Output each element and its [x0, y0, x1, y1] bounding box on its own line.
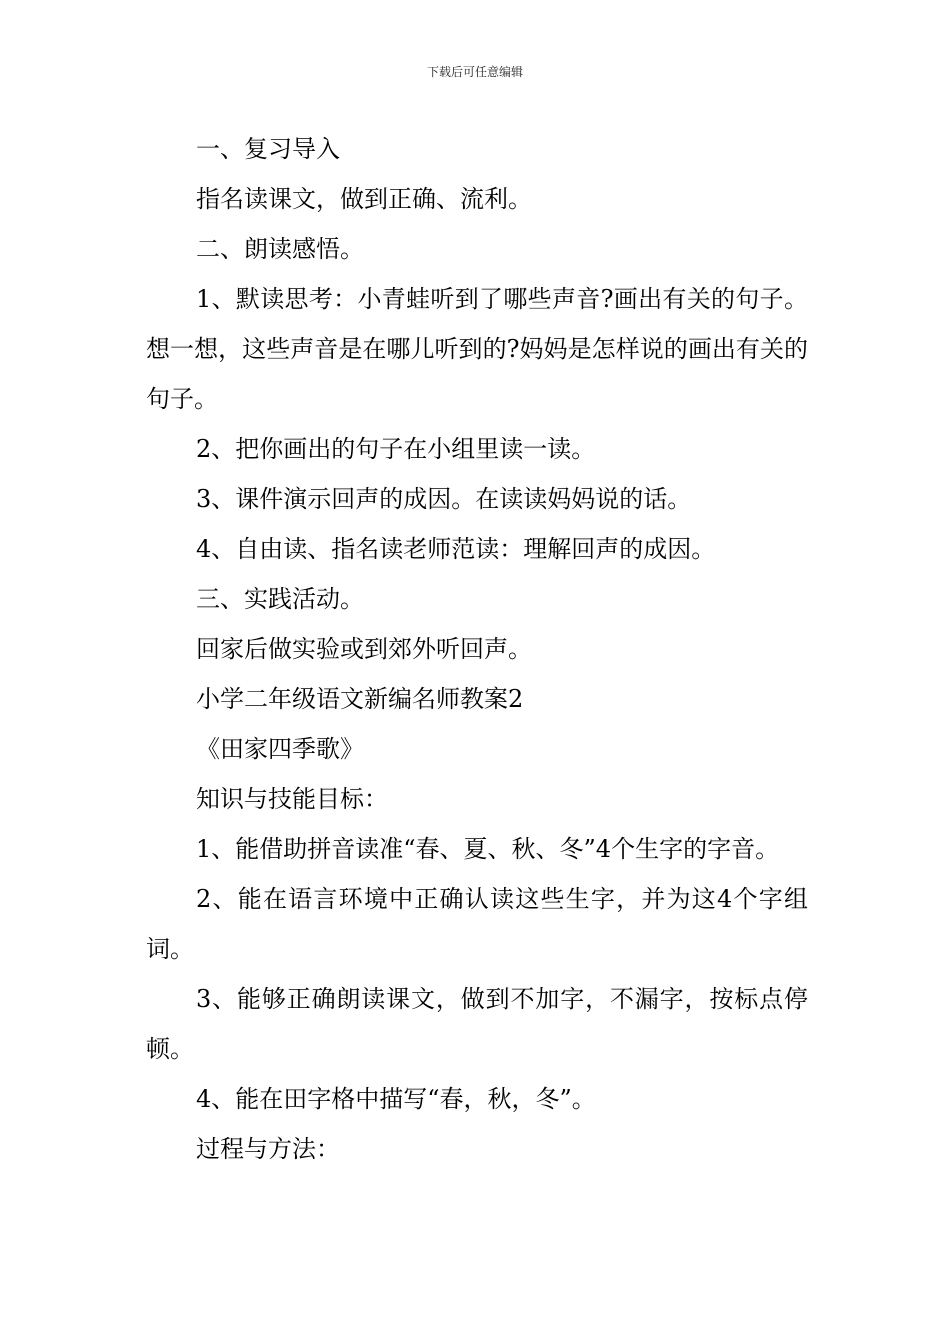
paragraph-item-1: 1、默读思考：小青蛙听到了哪些声音?画出有关的句子。想一想，这些声音是在哪儿听到的?妈妈是怎样说的画出有关的句子。 [146, 285, 808, 413]
paragraph-item-2: 2、把你画出的句子在小组里读一读。 [196, 435, 596, 463]
paragraph-item-4: 4、自由读、指名读老师范读：理解回声的成因。 [196, 535, 716, 563]
paragraph-section-three: 三、实践活动。 [196, 585, 364, 613]
paragraph-read-aloud: 指名读课文，做到正确、流利。 [196, 185, 532, 213]
lesson-title: 《田家四季歌》 [196, 735, 364, 763]
objectives-heading: 知识与技能目标： [196, 785, 388, 813]
paragraph-item-3: 3、课件演示回声的成因。在读读妈妈说的话。 [196, 485, 692, 513]
page-header: 下载后可任意编辑 [426, 65, 523, 79]
paragraph-section-two: 二、朗读感悟。 [196, 235, 364, 263]
objective-item-1: 1、能借助拼音读准“春、夏、秋、冬”4个生字的字音。 [196, 835, 780, 863]
document-body [146, 124, 808, 1174]
lesson-plan-title: 小学二年级语文新编名师教案2 [196, 685, 524, 713]
paragraph-review-intro: 一、复习导入 [196, 135, 340, 163]
paragraph-homework: 回家后做实验或到郊外听回声。 [196, 635, 532, 663]
process-method-heading: 过程与方法： [196, 1135, 340, 1163]
objective-item-2: 2、能在语言环境中正确认读这些生字，并为这4个字组词。 [146, 885, 808, 963]
objective-item-3: 3、能够正确朗读课文，做到不加字，不漏字，按标点停顿。 [146, 985, 808, 1063]
objective-item-4: 4、能在田字格中描写“春，秋，冬”。 [196, 1085, 596, 1113]
